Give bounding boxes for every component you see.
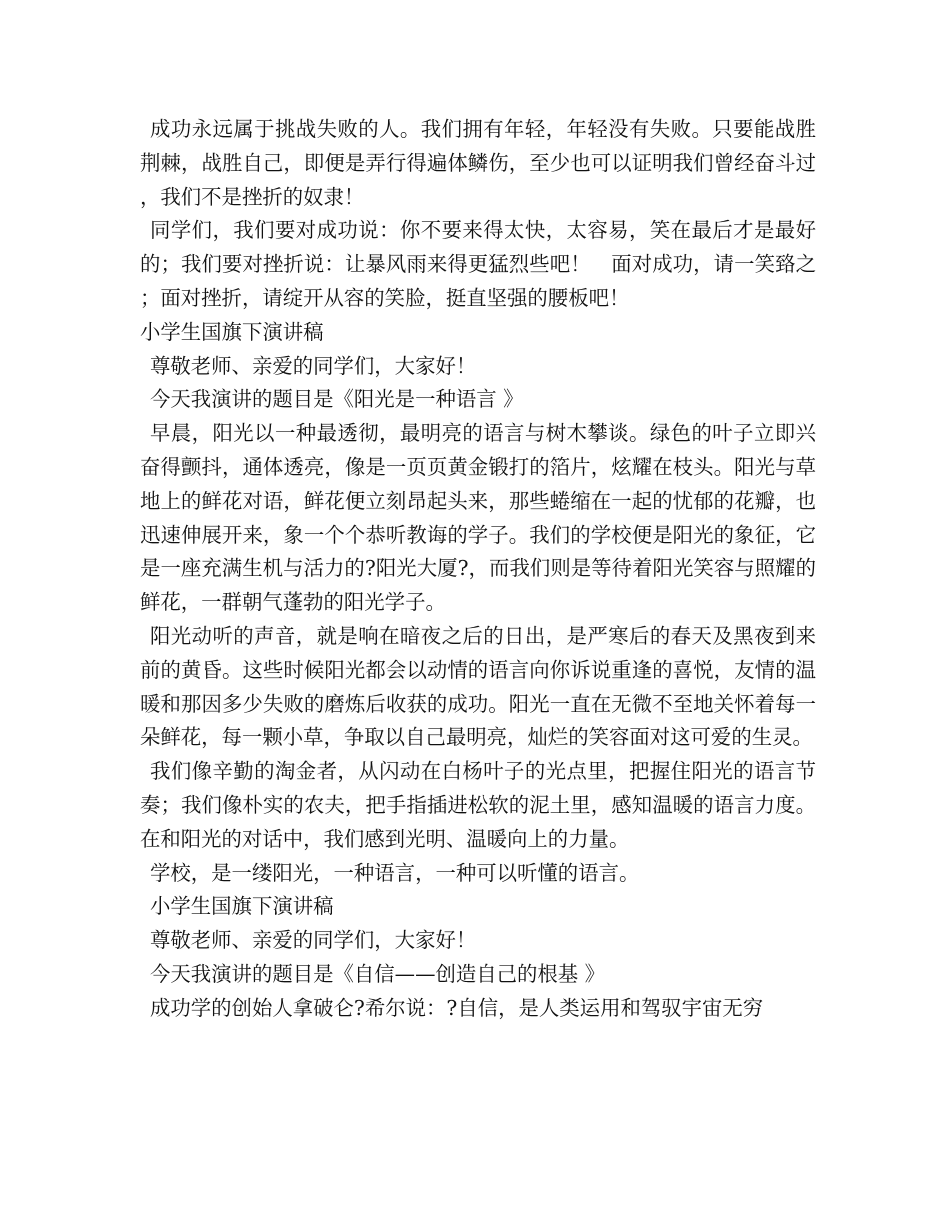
paragraph-gold-seekers: 我们像辛勤的淘金者，从闪动在白杨叶子的光点里，把握住阳光的语言节奏；我们像朴实的农夫，把手指插进松软的泥土里，感知温暖的语言力度。在和阳光的对话中，我们感到光明、温暖向上的力量。 [140, 759, 816, 851]
topic-line-2: 今天我演讲的题目是《自信——创造自己的根基 》 [150, 961, 606, 986]
greeting-2: 尊敬老师、亲爱的同学们，大家好！ [150, 928, 477, 953]
paragraph-classmates-success: 同学们，我们要对成功说：你不要来得太快，太容易，笑在最后才是最好的；我们要对挫折说：让暴风雨来得更猛烈些吧！ 面对成功，请一笑臵之；面对挫折，请绽开从容的笑脸，挺直坚强的腰板吧！ [140, 218, 816, 310]
speech-title-2: 小学生国旗下演讲稿 [150, 894, 334, 919]
greeting-1: 尊敬老师、亲爱的同学们，大家好！ [150, 353, 477, 378]
topic-line-1: 今天我演讲的题目是《阳光是一种语言 》 [150, 387, 524, 412]
speech-title-1: 小学生国旗下演讲稿 [140, 319, 324, 344]
paragraph-sunlight-voice: 阳光动听的声音，就是响在暗夜之后的日出，是严寒后的春天及黑夜到来前的黄昏。这些时候阳光都会以动情的语言向你诉说重逢的喜悦，友情的温暖和那因多少失败的磨炼后收获的成功。阳光一直在无微不至地关怀着每一朵鲜花，每一颗小草，争取以自己最明亮，灿烂的笑容面对这可爱的生灵。 [140, 623, 816, 750]
document-page [140, 113, 816, 1026]
paragraph-napoleon-hill: 成功学的创始人拿破仑?希尔说：?自信，是人类运用和驾驭宇宙无穷 [150, 995, 764, 1020]
paragraph-success-belongs: 成功永远属于挑战失败的人。我们拥有年轻，年轻没有失败。只要能战胜荆棘，战胜自己，即便是弄行得遍体鳞伤，至少也可以证明我们曾经奋斗过，我们不是挫折的奴隶！ [140, 117, 816, 209]
paragraph-morning-sunlight: 早晨，阳光以一种最透彻，最明亮的语言与树木攀谈。绿色的叶子立即兴奋得颤抖，通体透亮，像是一页页黄金锻打的箔片，炫耀在枝头。阳光与草地上的鲜花对语，鲜花便立刻昂起头来，那些蜷缩在一起的忧郁的花瓣，也迅速伸展开来，象一个个恭听教诲的学子。我们的学校便是阳光的象征，它是一座充满生机与活力的?阳光大厦?，而我们则是等待着阳光笑容与照耀的鲜花，一群朝气蓬勃的阳光学子。 [140, 421, 816, 615]
paragraph-school-sunlight: 学校，是一缕阳光，一种语言，一种可以听懂的语言。 [150, 860, 640, 885]
